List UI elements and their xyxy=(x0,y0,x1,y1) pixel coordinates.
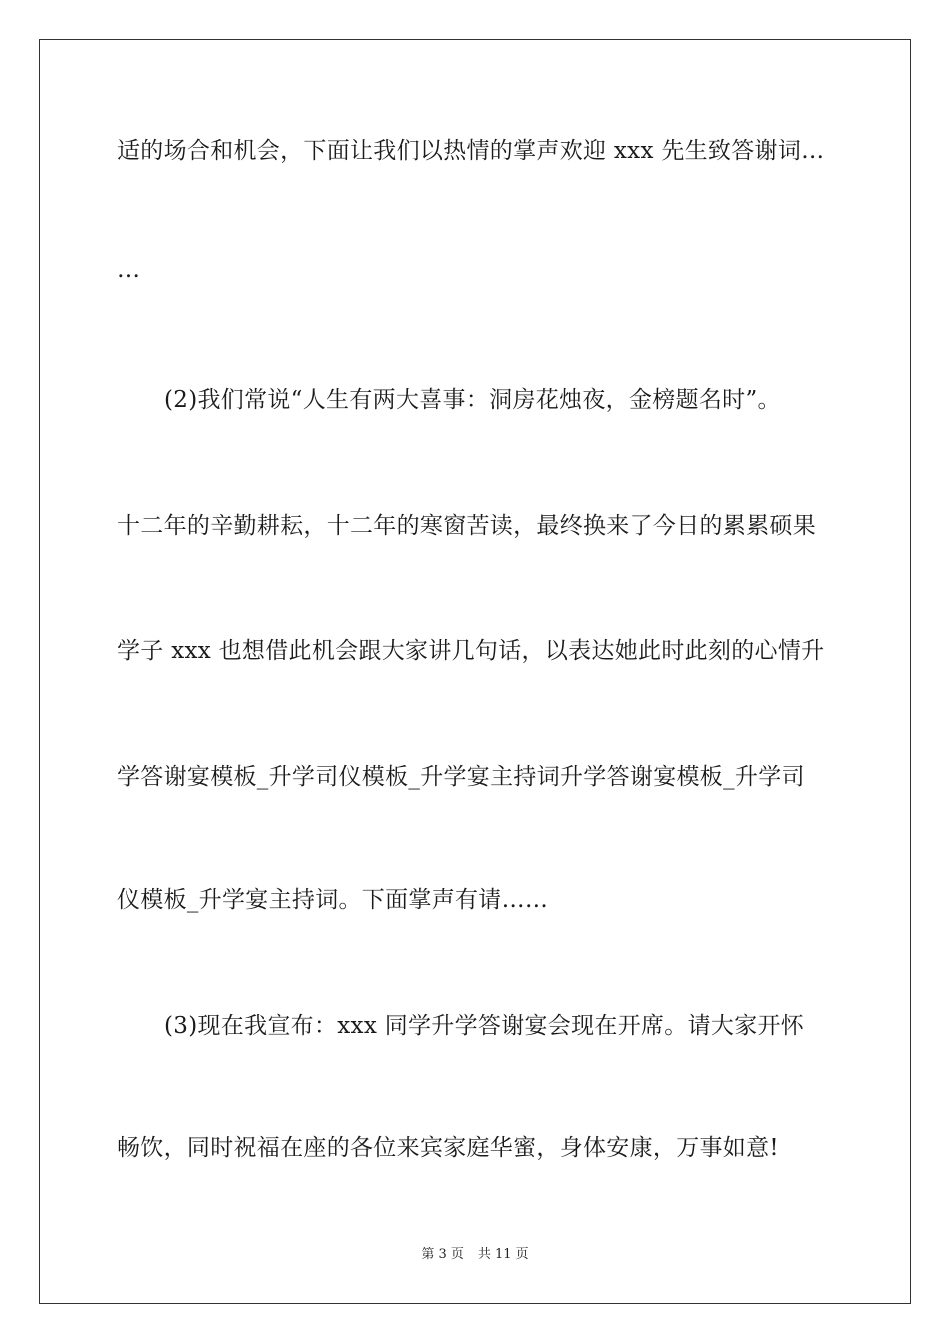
page-border xyxy=(39,39,911,1304)
page-footer xyxy=(0,1246,950,1264)
body-text-line-5: 学子 xxx 也想借此机会跟大家讲几句话，以表达她此时此刻的心情升 xyxy=(117,638,825,664)
page-number: 第 3 页 xyxy=(421,1247,464,1262)
body-text-line-4: 十二年的辛勤耕耘，十二年的寒窗苦读，最终换来了今日的累累硕果 xyxy=(117,513,816,539)
paragraph-2-first-line: (2)我们常说“人生有两大喜事：洞房花烛夜，金榜题名时”。 xyxy=(164,387,781,413)
body-text-line-2: … xyxy=(117,257,141,283)
body-text-line-1: 适的场合和机会，下面让我们以热情的掌声欢迎 xxx 先生致答谢词… xyxy=(117,138,825,164)
body-text-line-9: 畅饮，同时祝福在座的各位来宾家庭华蜜，身体安康，万事如意! xyxy=(117,1135,779,1161)
body-text-line-6: 学答谢宴模板_升学司仪模板_升学宴主持词升学答谢宴模板_升学司 xyxy=(117,764,805,790)
body-text-line-7: 仪模板_升学宴主持词。下面掌声有请…… xyxy=(117,887,549,913)
total-pages: 共 11 页 xyxy=(477,1247,529,1262)
paragraph-3-first-line: (3)现在我宣布：xxx 同学升学答谢宴会现在开席。请大家开怀 xyxy=(164,1013,805,1039)
